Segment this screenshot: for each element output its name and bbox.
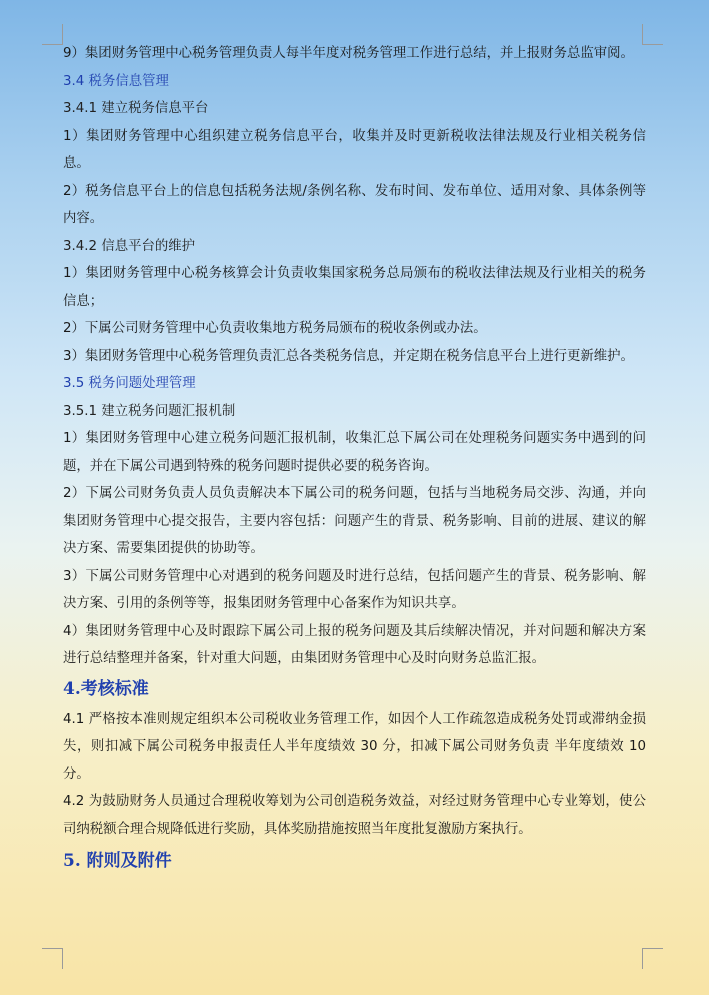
paragraph-3-5-1-item-4: 4）集团财务管理中心及时跟踪下属公司上报的税务问题及其后续解决情况，并对问题和解决方案进行总结整理并备案，针对重大问题，由集团财务管理中心及时向财务总监汇报。 xyxy=(63,623,646,666)
paragraph-3-5-1-item-2: 2）下属公司财务负责人员负责解决本下属公司的税务问题，包括与当地税务局交涉、沟通，并向集团财务管理中心提交报告，主要内容包括：问题产生的背景、税务影响、目前的进展、建议的解决方案、需要集团提供的协助等。 xyxy=(63,486,646,556)
page-corner-mark-bottom-right xyxy=(642,948,663,969)
subsection-heading-3-4-2: 3.4.2 信息平台的维护 xyxy=(63,238,196,254)
section-heading-3-4: 3.4 税务信息管理 xyxy=(63,73,169,89)
paragraph-3-4-1-item-1: 1）集团财务管理中心组织建立税务信息平台，收集并及时更新税收法律法规及行业相关税务信息。 xyxy=(63,128,646,171)
paragraph-3-4-2-item-3: 3）集团财务管理中心税务管理负责汇总各类税务信息，并定期在税务信息平台上进行更新维护。 xyxy=(63,348,634,364)
paragraph-3-4-2-item-2: 2）下属公司财务管理中心负责收集地方税务局颁布的税收条例或办法。 xyxy=(63,321,487,336)
paragraph-9-summary-report: 9）集团财务管理中心税务管理负责人每半年度对税务管理工作进行总结，并上报财务总监审阅。 xyxy=(63,46,634,61)
paragraph-4-1: 4.1 严格按本准则规定组织本公司税收业务管理工作，如因个人工作疏忽造成税务处罚或滞纳金损失，则扣减下属公司税务申报责任人半年度绩效 30 分，扣减下属公司财务负责 半年度绩效 10 分。 xyxy=(63,711,646,782)
subsection-heading-3-5-1: 3.5.1 建立税务问题汇报机制 xyxy=(63,403,236,419)
page-corner-mark-bottom-left xyxy=(42,948,63,969)
paragraph-4-2: 4.2 为鼓励财务人员通过合理税收筹划为公司创造税务效益，对经过财务管理中心专业筹划，使公司纳税额合理合规降低进行奖励，具体奖励措施按照当年度批复激励方案执行。 xyxy=(63,794,646,837)
section-heading-3-5: 3.5 税务问题处理管理 xyxy=(63,376,196,391)
paragraph-3-4-2-item-1: 1）集团财务管理中心税务核算会计负责收集国家税务总局颁布的税收法律法规及行业相关的税务信息； xyxy=(63,266,646,309)
page-corner-mark-top-left xyxy=(42,24,63,45)
subsection-heading-3-4-1: 3.4.1 建立税务信息平台 xyxy=(63,101,209,116)
chapter-heading-4: 4.考核标准 xyxy=(63,678,149,699)
document-page xyxy=(63,40,646,878)
paragraph-3-5-1-item-1: 1）集团财务管理中心建立税务问题汇报机制，收集汇总下属公司在处理税务问题实务中遇到的问题，并在下属公司遇到特殊的税务问题时提供必要的税务咨询。 xyxy=(63,431,646,474)
chapter-heading-5: 5. 附则及附件 xyxy=(63,851,172,871)
paragraph-3-4-1-item-2: 2）税务信息平台上的信息包括税务法规/条例名称、发布时间、发布单位、适用对象、具体条例等内容。 xyxy=(63,183,646,226)
paragraph-3-5-1-item-3: 3）下属公司财务管理中心对遇到的税务问题及时进行总结，包括问题产生的背景、税务影响、解决方案、引用的条例等等，报集团财务管理中心备案作为知识共享。 xyxy=(63,568,646,611)
